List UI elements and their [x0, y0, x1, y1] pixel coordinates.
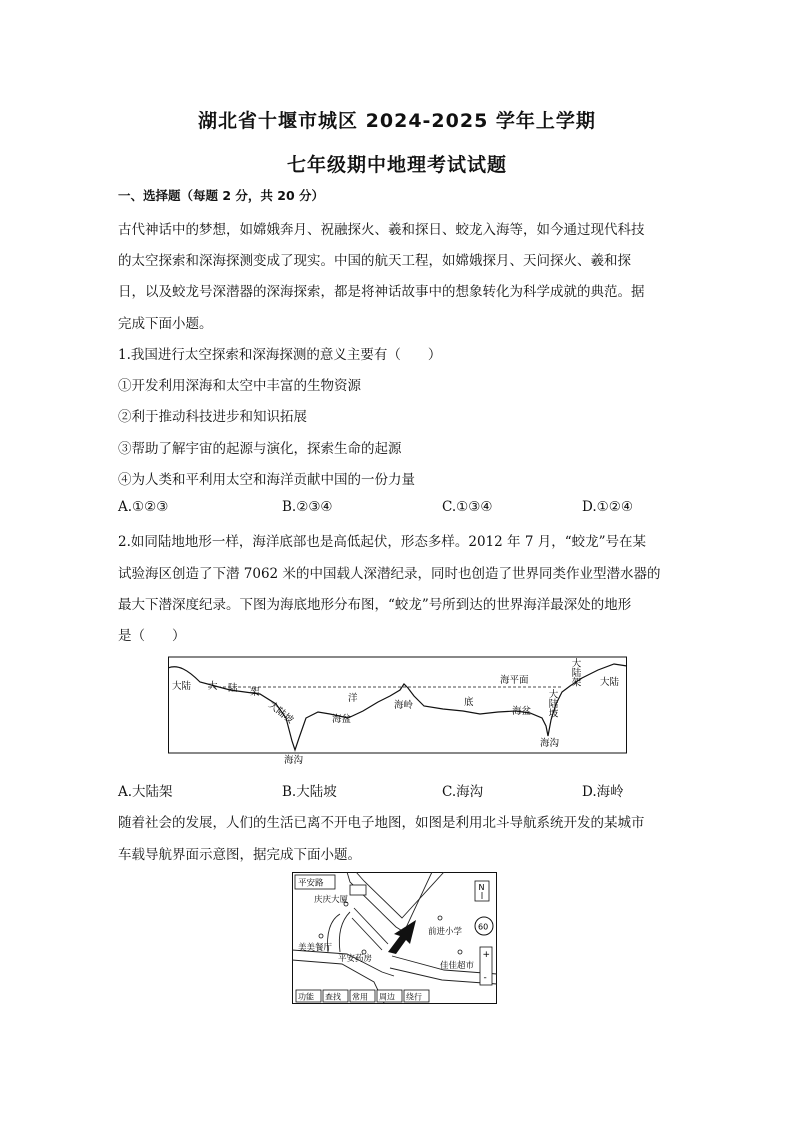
- q1-option-d[interactable]: D.①②④: [582, 499, 633, 515]
- label-shelf-left-3: 架: [250, 687, 260, 698]
- section2-intro-2: 车载导航界面示意图，据完成下面小题。: [118, 847, 361, 863]
- label-land-right: 大陆: [600, 677, 620, 688]
- label-land-left: 大陆: [172, 681, 192, 692]
- place-label-jiajia: 佳佳超市: [440, 961, 475, 971]
- q2-stem-2: 试验海区创造了下潜 7062 米的中国载人深潜纪录，同时也创造了世界同类作业型潜水器的: [118, 566, 661, 582]
- intro-line-3: 日，以及蛟龙号深潜器的深海探索，都是将神话故事中的想象转化为科学成就的典范。据: [118, 284, 645, 300]
- label-shelf-right: 大陆架: [569, 658, 581, 687]
- q2-option-a[interactable]: A.大陆架: [118, 784, 173, 800]
- q1-statement-4: ④为人类和平利用太空和海洋贡献中国的一份力量: [118, 472, 415, 488]
- label-basin-left: 海盆: [332, 714, 352, 725]
- section-heading: 一、选择题（每题 2 分，共 20 分）: [118, 188, 325, 203]
- q2-option-c[interactable]: C.海沟: [442, 784, 484, 800]
- intro-line-1: 古代神话中的梦想，如嫦娥奔月、祝融探火、羲和探日、蛟龙入海等，如今通过现代科技: [118, 222, 645, 238]
- intro-line-2: 的太空探索和深海探测变成了现实。中国的航天工程，如嫦娥探月、天问探火、羲和探: [118, 253, 631, 269]
- building-icon[interactable]: [350, 885, 366, 895]
- nav-button-common-label: 常用: [352, 992, 368, 1002]
- label-ridge: 海岭: [394, 700, 414, 711]
- q2-option-d[interactable]: D.海岭: [582, 784, 624, 800]
- place-marker-qianjin[interactable]: [438, 916, 442, 920]
- q1-option-c[interactable]: C.①③④: [442, 499, 493, 515]
- page-title-line1: 湖北省十堰市城区 2024-2025 学年上学期: [198, 110, 596, 132]
- label-slope-left: 大陆坡: [266, 699, 296, 726]
- label-sea-level: 海平面: [500, 675, 529, 686]
- place-marker-meimei[interactable]: [319, 934, 323, 938]
- place-label-meimei: 美美餐厅: [298, 943, 333, 953]
- nav-button-search-label: 查找: [325, 992, 341, 1002]
- q1-stem: 1.我国进行太空探索和深海探测的意义主要有（ ）: [118, 347, 442, 363]
- q1-statement-3: ③帮助了解宇宙的起源与演化，探索生命的起源: [118, 441, 402, 457]
- place-label-qingqing: 庆庆大厦: [314, 895, 349, 905]
- label-ocean-2: 底: [464, 697, 474, 708]
- label-basin-right: 海盆: [512, 706, 532, 717]
- label-shelf-left-1: 大: [208, 681, 218, 692]
- speed-limit-value: 60: [478, 922, 489, 932]
- page-title-line2: 七年级期中地理考试试题: [286, 154, 507, 176]
- q1-statement-2: ②利于推动科技进步和知识拓展: [118, 409, 307, 425]
- label-trench-right: 海沟: [540, 738, 560, 749]
- q1-option-a[interactable]: A.①②③: [118, 499, 169, 515]
- label-shelf-left-2: 陆: [228, 683, 238, 694]
- label-trench-left: 海沟: [284, 755, 304, 766]
- q2-stem-4: 是（ ）: [118, 628, 186, 644]
- q2-option-b[interactable]: B.大陆坡: [282, 784, 337, 800]
- place-label-pingan: 平安药房: [338, 954, 373, 964]
- q1-statement-1: ①开发利用深海和太空中丰富的生物资源: [118, 378, 361, 394]
- zoom-in-button[interactable]: +: [482, 950, 491, 960]
- compass-label: N: [478, 883, 485, 892]
- intro-line-4: 完成下面小题。: [118, 316, 213, 332]
- seafloor-profile-figure: [168, 656, 628, 766]
- q1-option-b[interactable]: B.②③④: [282, 499, 333, 515]
- place-marker-jiajia[interactable]: [458, 950, 462, 954]
- place-label-qianjin: 前进小学: [428, 927, 463, 937]
- nav-button-nearby-label: 周边: [379, 992, 395, 1002]
- q2-stem-1: 2.如同陆地地形一样，海洋底部也是高低起伏，形态多样。2012 年 7 月，“蛟龙”号在某: [118, 534, 647, 550]
- label-slope-right: 大陆坡: [546, 689, 558, 718]
- label-ocean-1: 洋: [348, 693, 358, 704]
- nav-button-detour-label: 绕行: [406, 992, 422, 1002]
- nav-button-function-label: 功能: [298, 992, 314, 1002]
- section2-intro-1: 随着社会的发展，人们的生活已离不开电子地图，如图是利用北斗导航系统开发的某城市: [118, 815, 645, 831]
- road-label: 平安路: [298, 878, 324, 889]
- q2-stem-3: 最大下潜深度纪录。下图为海底地形分布图，“蛟龙”号所到达的世界海洋最深处的地形: [118, 597, 632, 613]
- nav-map-figure: [292, 872, 498, 1004]
- zoom-out-button[interactable]: -: [483, 973, 487, 983]
